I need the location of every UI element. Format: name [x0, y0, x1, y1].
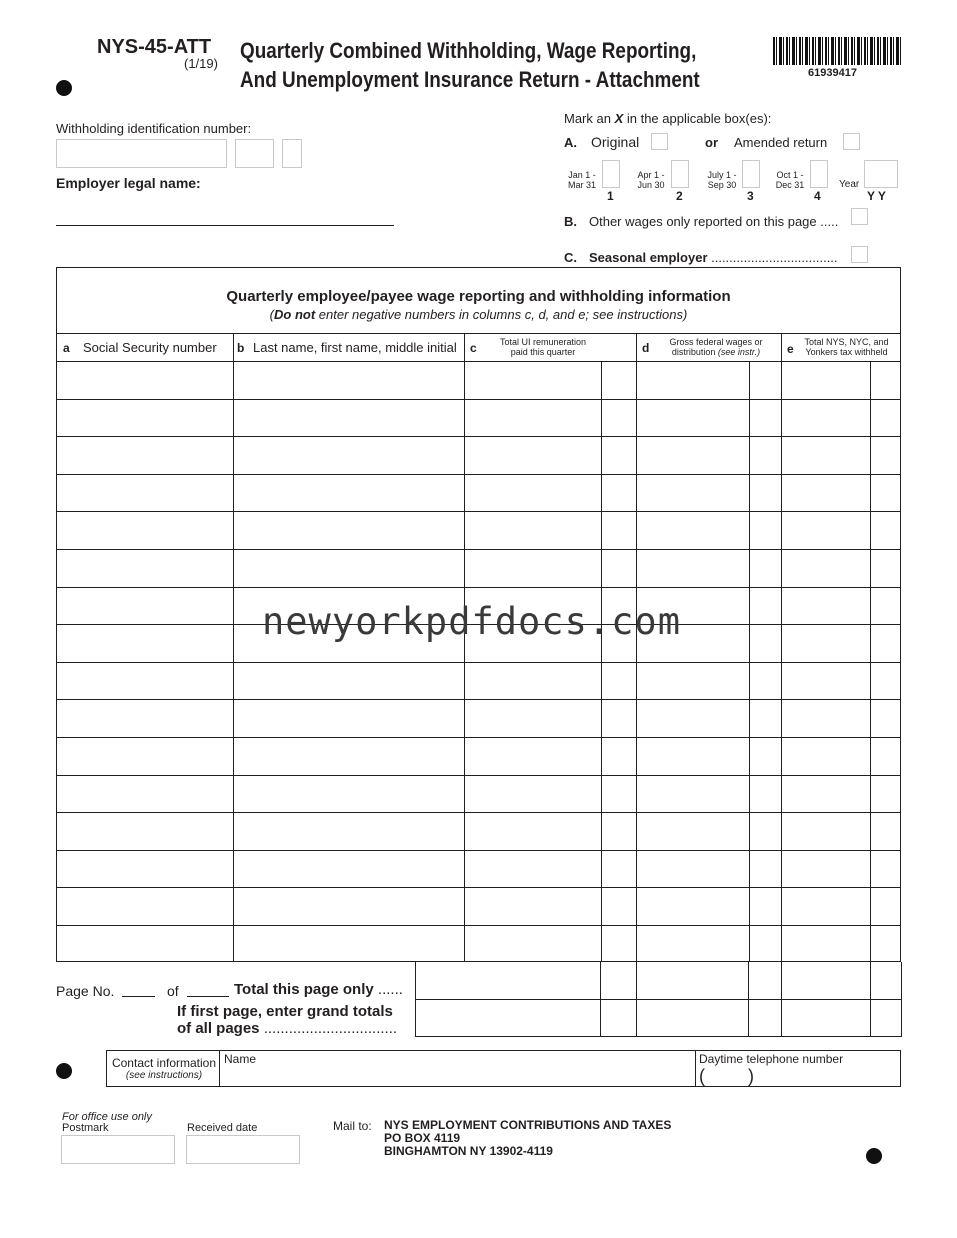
page-total-tax-withheld-cents-field[interactable]	[871, 963, 901, 998]
ui-remuneration-cell[interactable]	[464, 700, 600, 736]
name-cell[interactable]	[233, 851, 463, 887]
col-e-line1: Total NYS, NYC, and	[804, 337, 889, 347]
other-wages-checkbox[interactable]	[851, 208, 868, 225]
name-cell[interactable]	[233, 362, 463, 398]
tax-withheld-cell[interactable]	[781, 663, 869, 699]
quarter-3-checkbox[interactable]	[742, 160, 760, 188]
gross-wages-cell[interactable]	[636, 776, 748, 812]
contact-divider	[219, 1051, 220, 1086]
ui-remuneration-cents-cell[interactable]	[601, 663, 635, 699]
col-d-letter: d	[642, 341, 650, 355]
gross-wages-cents-cell[interactable]	[749, 475, 780, 511]
option-b-letter: B.	[564, 214, 577, 229]
ssn-cell[interactable]	[57, 475, 232, 511]
col-c-header	[485, 337, 601, 357]
tax-withheld-cell[interactable]	[781, 400, 869, 436]
gross-wages-cents-cell[interactable]	[749, 813, 780, 849]
grand-total-tax-withheld-cents-field[interactable]	[871, 1000, 901, 1035]
employer-legal-name-field[interactable]	[56, 225, 394, 226]
registration-mark	[56, 80, 72, 96]
ui-remuneration-cell[interactable]	[464, 362, 600, 398]
table-row	[57, 474, 900, 512]
ssn-cell[interactable]	[57, 437, 232, 473]
quarter-1-label	[562, 170, 602, 190]
table-row	[57, 399, 900, 437]
option-c-letter: C.	[564, 250, 577, 265]
quarter-2-line1: Apr 1 -	[637, 170, 665, 180]
contact-box	[106, 1050, 901, 1087]
page-total-tax-withheld-field[interactable]	[782, 963, 870, 998]
form-revision: (1/19)	[184, 56, 218, 71]
total-page-dots: ......	[373, 981, 403, 998]
tax-withheld-cents-cell[interactable]	[870, 550, 899, 586]
table-row	[57, 662, 900, 700]
name-cell[interactable]	[233, 437, 463, 473]
barcode-number: 61939417	[808, 67, 857, 79]
col-c-line2: paid this quarter	[510, 347, 576, 357]
tax-withheld-cents-cell[interactable]	[870, 738, 899, 774]
gross-wages-cell[interactable]	[636, 362, 748, 398]
col-d-line1: Gross federal wages or	[669, 337, 763, 347]
quarter-1-number: 1	[607, 189, 614, 203]
tax-withheld-cents-cell[interactable]	[870, 851, 899, 887]
other-wages-label: Other wages only reported on this page .....	[589, 214, 839, 229]
tax-withheld-cell[interactable]	[781, 437, 869, 473]
ui-remuneration-cents-cell[interactable]	[601, 400, 635, 436]
col-b-header: Last name, first name, middle initial	[253, 340, 457, 355]
table-subtitle-open: (	[269, 307, 275, 322]
table-row	[57, 887, 900, 925]
mailing-address	[384, 1119, 671, 1158]
tax-withheld-cell[interactable]	[781, 776, 869, 812]
quarter-2-number: 2	[676, 189, 683, 203]
contact-info-label	[109, 1056, 219, 1081]
ui-remuneration-cell[interactable]	[464, 851, 600, 887]
page-total-ui-remuneration-field[interactable]	[416, 963, 600, 998]
name-cell[interactable]	[233, 813, 463, 849]
mark-instruction	[564, 111, 771, 126]
tax-withheld-cell[interactable]	[781, 362, 869, 398]
gross-wages-cell[interactable]	[636, 813, 748, 849]
table-row	[57, 775, 900, 813]
tax-withheld-cents-cell[interactable]	[870, 475, 899, 511]
received-date-label: Received date	[187, 1122, 258, 1134]
grand-total-gross-wages-field[interactable]	[637, 1000, 748, 1035]
mark-instruction-post: in the applicable box(es):	[623, 111, 772, 126]
ssn-cell[interactable]	[57, 400, 232, 436]
ui-remuneration-cents-cell[interactable]	[601, 888, 635, 924]
contact-info-title: Contact information	[111, 1056, 217, 1070]
name-cell[interactable]	[233, 550, 463, 586]
quarter-3-line1: July 1 -	[707, 170, 737, 180]
gross-wages-cell[interactable]	[636, 851, 748, 887]
tax-withheld-cents-cell[interactable]	[870, 700, 899, 736]
or-label: or	[705, 135, 718, 150]
gross-wages-cell[interactable]	[636, 926, 748, 962]
ui-remuneration-cell[interactable]	[464, 663, 600, 699]
name-cell[interactable]	[233, 738, 463, 774]
name-cell[interactable]	[233, 663, 463, 699]
contact-name-field[interactable]	[221, 1051, 693, 1086]
page-total-gross-wages-field[interactable]	[637, 963, 748, 998]
mail-line3: BINGHAMTON NY 13902-4119	[384, 1144, 553, 1158]
gross-wages-cents-cell[interactable]	[749, 437, 780, 473]
ssn-cell[interactable]	[57, 362, 232, 398]
gross-wages-cell[interactable]	[636, 400, 748, 436]
tax-withheld-cents-cell[interactable]	[870, 512, 899, 548]
original-label: Original	[591, 134, 640, 150]
col-b-letter: b	[237, 341, 245, 355]
grand-total-gross-wages-cents-field[interactable]	[749, 1000, 781, 1035]
table-row	[57, 812, 900, 850]
tax-withheld-cents-cell[interactable]	[870, 588, 899, 624]
tax-withheld-cell[interactable]	[781, 738, 869, 774]
ui-remuneration-cell[interactable]	[464, 738, 600, 774]
ssn-cell[interactable]	[57, 625, 232, 661]
gross-wages-cents-cell[interactable]	[749, 776, 780, 812]
col-d-line2	[657, 347, 775, 357]
quarter-4-checkbox[interactable]	[810, 160, 828, 188]
gross-wages-cell[interactable]	[636, 663, 748, 699]
ssn-cell[interactable]	[57, 738, 232, 774]
col-e-header	[799, 337, 894, 357]
name-cell[interactable]	[233, 776, 463, 812]
table-row	[57, 925, 900, 963]
ssn-cell[interactable]	[57, 663, 232, 699]
col-c-line1: Total UI remuneration	[499, 337, 587, 347]
mail-to-label: Mail to:	[333, 1119, 372, 1133]
contact-info-sublabel: (see instructions)	[125, 1070, 203, 1081]
form-number: NYS-45-ATT	[97, 36, 212, 58]
gross-wages-cents-cell[interactable]	[749, 512, 780, 548]
tax-withheld-cell[interactable]	[781, 851, 869, 887]
ui-remuneration-cents-cell[interactable]	[601, 475, 635, 511]
ssn-cell[interactable]	[57, 776, 232, 812]
ui-remuneration-cents-cell[interactable]	[601, 926, 635, 962]
year-field[interactable]	[864, 160, 898, 188]
name-cell[interactable]	[233, 888, 463, 924]
gross-wages-cell[interactable]	[636, 437, 748, 473]
page-count-field[interactable]	[187, 996, 229, 997]
name-cell[interactable]	[233, 400, 463, 436]
amended-checkbox[interactable]	[843, 133, 860, 150]
year-label: Year	[839, 179, 860, 190]
gross-wages-cents-cell[interactable]	[749, 663, 780, 699]
ssn-cell[interactable]	[57, 926, 232, 962]
form-title	[240, 36, 700, 94]
ssn-cell[interactable]	[57, 588, 232, 624]
name-cell[interactable]	[233, 512, 463, 548]
gross-wages-cents-cell[interactable]	[749, 588, 780, 624]
tax-withheld-cell[interactable]	[781, 512, 869, 548]
withholding-id-field-part3[interactable]	[282, 139, 302, 168]
table-row	[57, 436, 900, 474]
amended-label: Amended return	[734, 135, 828, 150]
first-page-dots: ................................	[259, 1020, 398, 1037]
original-checkbox[interactable]	[651, 133, 668, 150]
quarter-4-number: 4	[814, 189, 821, 203]
barcode	[773, 37, 901, 65]
form-title-line2: And Unemployment Insurance Return - Attachment	[240, 67, 700, 92]
ssn-cell[interactable]	[57, 550, 232, 586]
col-d-line2-text: distribution	[671, 347, 718, 357]
col-a-letter: a	[63, 341, 70, 355]
phone-label: Daytime telephone number	[699, 1052, 844, 1066]
table-row	[57, 850, 900, 888]
table-row	[57, 511, 900, 549]
ssn-cell[interactable]	[57, 700, 232, 736]
first-page-line2-text: of all pages	[177, 1020, 260, 1037]
col-a-header: Social Security number	[83, 340, 217, 355]
registration-mark	[56, 1063, 72, 1079]
quarter-1-line1: Jan 1 -	[568, 170, 596, 180]
employer-legal-name-label: Employer legal name:	[56, 175, 201, 191]
totals-bottom-border	[415, 1036, 901, 1037]
ui-remuneration-cell[interactable]	[464, 512, 600, 548]
ssn-cell[interactable]	[57, 888, 232, 924]
ui-remuneration-cents-cell[interactable]	[601, 362, 635, 398]
tax-withheld-cents-cell[interactable]	[870, 400, 899, 436]
page-no-label: Page No.	[56, 983, 115, 999]
name-cell[interactable]	[233, 475, 463, 511]
gross-wages-cents-cell[interactable]	[749, 700, 780, 736]
seasonal-employer-label	[589, 250, 838, 265]
ui-remuneration-cents-cell[interactable]	[601, 512, 635, 548]
watermark: newyorkpdfdocs.com	[262, 600, 681, 643]
tax-withheld-cell[interactable]	[781, 588, 869, 624]
quarter-3-label	[702, 170, 742, 190]
phone-field[interactable]	[707, 1067, 897, 1085]
ui-remuneration-cents-cell[interactable]	[601, 437, 635, 473]
table-row	[57, 699, 900, 737]
ssn-cell[interactable]	[57, 813, 232, 849]
first-page-line1: If first page, enter grand totals	[177, 1003, 393, 1020]
ui-remuneration-cell[interactable]	[464, 776, 600, 812]
name-cell[interactable]	[233, 926, 463, 962]
ui-remuneration-cell[interactable]	[464, 475, 600, 511]
ui-remuneration-cell[interactable]	[464, 437, 600, 473]
gross-wages-cents-cell[interactable]	[749, 851, 780, 887]
contact-divider	[695, 1051, 696, 1086]
grand-total-ui-remuneration-cents-field[interactable]	[601, 1000, 636, 1035]
gross-wages-cents-cell[interactable]	[749, 550, 780, 586]
ui-remuneration-cents-cell[interactable]	[601, 776, 635, 812]
total-page-text: Total this page only	[234, 981, 374, 998]
table-subtitle	[57, 307, 900, 322]
total-page-label	[234, 981, 403, 998]
withholding-id-field-part2[interactable]	[235, 139, 274, 168]
page-number-field[interactable]	[122, 996, 155, 997]
ui-remuneration-cents-cell[interactable]	[601, 813, 635, 849]
form-title-line1: Quarterly Combined Withholding, Wage Reporting,	[240, 38, 697, 63]
gross-wages-cents-cell[interactable]	[749, 625, 780, 661]
ui-remuneration-cell[interactable]	[464, 813, 600, 849]
gross-wages-cell[interactable]	[636, 512, 748, 548]
quarter-4-label	[770, 170, 810, 190]
quarter-3-line2: Sep 30	[707, 180, 737, 190]
ssn-cell[interactable]	[57, 512, 232, 548]
quarter-4-line1: Oct 1 -	[776, 170, 804, 180]
ui-remuneration-cell[interactable]	[464, 400, 600, 436]
gross-wages-cents-cell[interactable]	[749, 400, 780, 436]
tax-withheld-cents-cell[interactable]	[870, 776, 899, 812]
tax-withheld-cell[interactable]	[781, 550, 869, 586]
table-subtitle-rest: enter negative numbers in columns c, d, and e; see instructions)	[315, 307, 688, 322]
withholding-id-label: Withholding identification number:	[56, 121, 252, 136]
tax-withheld-cents-cell[interactable]	[870, 362, 899, 398]
office-use-label: For office use only	[62, 1111, 152, 1123]
of-label: of	[167, 983, 179, 999]
tax-withheld-cents-cell[interactable]	[870, 437, 899, 473]
postmark-label: Postmark	[62, 1122, 109, 1134]
registration-mark	[866, 1148, 882, 1164]
tax-withheld-cell[interactable]	[781, 813, 869, 849]
ui-remuneration-cents-cell[interactable]	[601, 851, 635, 887]
year-format: Y Y	[867, 189, 886, 203]
tax-withheld-cell[interactable]	[781, 475, 869, 511]
quarter-1-line2: Mar 31	[567, 180, 596, 190]
header-divider	[57, 333, 900, 334]
phone-close-paren: )	[748, 1066, 754, 1086]
gross-wages-cents-cell[interactable]	[749, 926, 780, 962]
gross-wages-cell[interactable]	[636, 700, 748, 736]
tax-withheld-cents-cell[interactable]	[870, 813, 899, 849]
gross-wages-cell[interactable]	[636, 888, 748, 924]
seasonal-employer-checkbox[interactable]	[851, 246, 868, 263]
gross-wages-cell[interactable]	[636, 550, 748, 586]
name-cell[interactable]	[233, 700, 463, 736]
contact-name-label: Name	[224, 1052, 257, 1066]
quarter-4-line2: Dec 31	[775, 180, 805, 190]
table-title: Quarterly employee/payee wage reporting and withholding information	[226, 288, 731, 305]
grand-total-ui-remuneration-field[interactable]	[416, 1000, 600, 1035]
tax-withheld-cents-cell[interactable]	[870, 663, 899, 699]
tax-withheld-cell[interactable]	[781, 926, 869, 962]
gross-wages-cell[interactable]	[636, 475, 748, 511]
page-total-ui-remuneration-cents-field[interactable]	[601, 963, 636, 998]
totals-column-divider	[901, 962, 902, 1037]
table-row	[57, 361, 900, 399]
ui-remuneration-cents-cell[interactable]	[601, 700, 635, 736]
tax-withheld-cell[interactable]	[781, 700, 869, 736]
tax-withheld-cents-cell[interactable]	[870, 625, 899, 661]
gross-wages-cents-cell[interactable]	[749, 888, 780, 924]
withholding-id-field[interactable]	[56, 139, 227, 168]
col-d-header	[657, 337, 775, 357]
col-d-line2-italic: (see instr.)	[717, 347, 761, 357]
seasonal-employer-dots: ...................................	[707, 250, 838, 265]
quarter-2-label	[631, 170, 671, 190]
postmark-field[interactable]	[61, 1135, 175, 1164]
ui-remuneration-cell[interactable]	[464, 926, 600, 962]
table-row	[57, 549, 900, 587]
table-row	[57, 737, 900, 775]
ui-remuneration-cell[interactable]	[464, 550, 600, 586]
col-e-letter: e	[787, 342, 794, 356]
first-page-line2	[177, 1020, 397, 1037]
col-c-letter: c	[470, 341, 477, 355]
page-number-line	[56, 983, 114, 999]
col-e-line2: Yonkers tax withheld	[805, 347, 888, 357]
option-a-letter: A.	[564, 135, 577, 150]
gross-wages-cents-cell[interactable]	[749, 738, 780, 774]
tax-withheld-cents-cell[interactable]	[870, 888, 899, 924]
phone-open-paren: (	[699, 1066, 705, 1086]
ui-remuneration-cents-cell[interactable]	[601, 550, 635, 586]
quarter-1-checkbox[interactable]	[602, 160, 620, 188]
tax-withheld-cell[interactable]	[781, 625, 869, 661]
gross-wages-cell[interactable]	[636, 738, 748, 774]
mark-instruction-x: X	[614, 111, 624, 126]
seasonal-employer-text: Seasonal employer	[589, 250, 708, 265]
quarter-3-number: 3	[747, 189, 754, 203]
ui-remuneration-cell[interactable]	[464, 888, 600, 924]
quarter-2-checkbox[interactable]	[671, 160, 689, 188]
received-date-field[interactable]	[186, 1135, 300, 1164]
ui-remuneration-cents-cell[interactable]	[601, 738, 635, 774]
mail-line1: NYS EMPLOYMENT CONTRIBUTIONS AND TAXES	[384, 1118, 672, 1132]
mark-instruction-pre: Mark an	[564, 111, 615, 126]
table-subtitle-bold: Do not	[274, 307, 316, 322]
quarter-2-line2: Jun 30	[637, 180, 665, 190]
tax-withheld-cents-cell[interactable]	[870, 926, 899, 962]
page-total-gross-wages-cents-field[interactable]	[749, 963, 781, 998]
mail-line2: PO BOX 4119	[384, 1131, 461, 1145]
tax-withheld-cell[interactable]	[781, 888, 869, 924]
ssn-cell[interactable]	[57, 851, 232, 887]
grand-total-tax-withheld-field[interactable]	[782, 1000, 870, 1035]
gross-wages-cents-cell[interactable]	[749, 362, 780, 398]
